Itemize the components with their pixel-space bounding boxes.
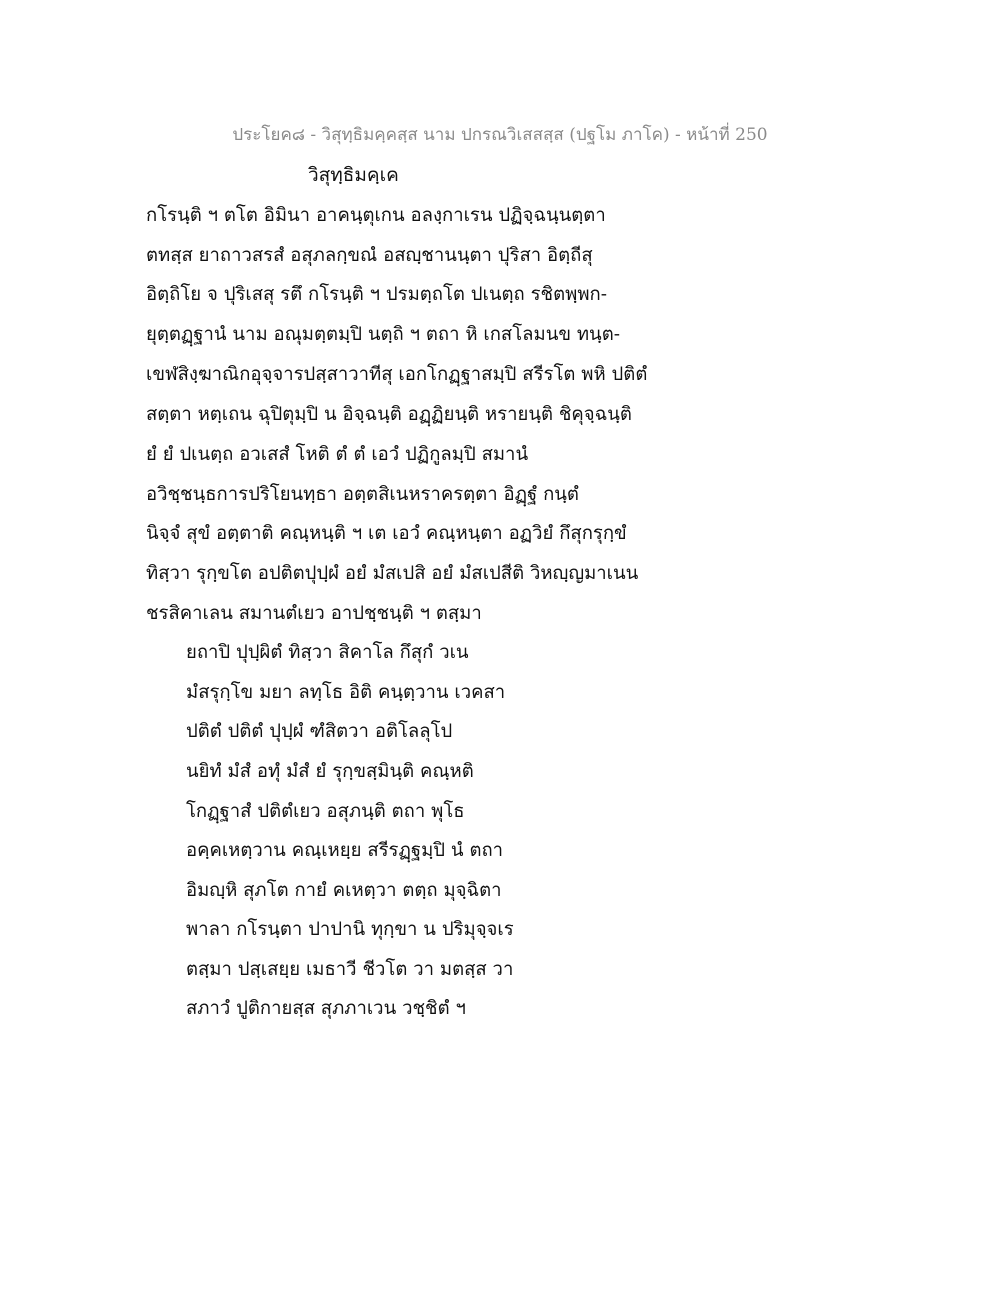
verse-line: อิมญฺหิ สุภโต กายํ คเหตฺวา ตตฺถ มุจฺฉิตา — [186, 880, 502, 901]
verse-line: โกฏฺฐาสํ ปติตํเยว อสุภนฺติ ตถา พุโธ — [186, 801, 465, 822]
verse-line: ปติตํ ปติตํ ปุปฺผํ ฑํสิตวา อติโลลุโป — [186, 721, 453, 742]
prose-line: ตทสฺส ยาถาวสรสํ อสุภลกฺขณํ อสญฺชานนฺตา ปุริสา อิตฺถีสุ — [146, 245, 593, 266]
verse-line: ตสฺมา ปสฺเสยฺย เมธาวี ชีวโต วา มตสฺส วา — [186, 959, 514, 980]
prose-line: กโรนฺติ ฯ ตโต อิมินา อาคนฺตุเกน อลงฺกาเรน ปฏิจฺฉนฺนตฺตา — [146, 205, 606, 226]
verse-line: มํสรุกฺโข มยา ลทฺโธ อิติ คนฺตฺวาน เวคสา — [186, 682, 506, 703]
section-title: วิสุทฺธิมคฺเค — [308, 164, 399, 186]
prose-line: สตฺตา หตฺเถน ฉุปิตุมฺปิ น อิจฺฉนฺติ อฏฺฏิยนฺติ หรายนฺติ ชิคุจฺฉนฺติ — [146, 404, 632, 425]
verse-line: สภาวํ ปูติกายสฺส สุภภาเวน วชฺชิตํ ฯ — [186, 998, 466, 1019]
verse-line: นยิทํ มํสํ อทุํ มํสํ ยํ รุกฺขสฺมินฺติ คณฺหติ — [186, 761, 474, 782]
prose-line: ทิสฺวา รุกฺขโต อปติตปุปฺผํ อยํ มํสเปสิ อยํ มํสเปสีติ วิหญฺญมาเนน — [146, 563, 639, 584]
prose-line: ยุตฺตฏฺฐานํ นาม อณุมตฺตมฺปิ นตฺถิ ฯ ตถา หิ เกสโลมนข ทนฺต- — [146, 324, 620, 345]
verse-line: อคฺคเหตฺวาน คณฺเหยฺย สรีรฏฺฐมฺปิ นํ ตถา — [186, 840, 504, 861]
prose-line: ยํ ยํ ปเนตฺถ อวเสสํ โหติ ตํ ตํ เอวํ ปฏิกูลมฺปิ สมานํ — [146, 444, 529, 465]
prose-line: อวิชฺชนฺธการปริโยนทฺธา อตฺตสิเนหราครตฺตา อิฏฺฐํ กนฺตํ — [146, 484, 579, 505]
prose-line: อิตฺถิโย จ ปุริเสสุ รตึ กโรนฺติ ฯ ปรมตฺถโต ปเนตฺถ รชิตพฺพก- — [146, 284, 607, 305]
prose-line: ชรสิคาเลน สมานตํเยว อาปชฺชนฺติ ฯ ตสฺมา — [146, 603, 482, 624]
verse-line: พาลา กโรนฺตา ปาปานิ ทุกฺขา น ปริมุจฺจเร — [186, 919, 514, 940]
prose-line: เขฬสิงฺฆาณิกอุจฺจารปสฺสาวาทีสุ เอกโกฏฺฐาสมฺปิ สรีรโต พหิ ปติตํ — [146, 364, 648, 385]
running-header: ประโยค๘ - วิสุทฺธิมคฺคสฺส นาม ปกรณวิเสสสฺส (ปฐโม ภาโค) - หน้าที่ 250 — [232, 125, 768, 145]
verse-line: ยถาปิ ปุปฺผิตํ ทิสฺวา สิคาโล กึสุกํ วเน — [186, 642, 469, 663]
prose-line: นิจฺจํ สุขํ อตฺตาติ คณฺหนฺติ ฯ เต เอวํ คณฺหนฺตา อฏวิยํ กึสุกรุกฺขํ — [146, 523, 627, 544]
